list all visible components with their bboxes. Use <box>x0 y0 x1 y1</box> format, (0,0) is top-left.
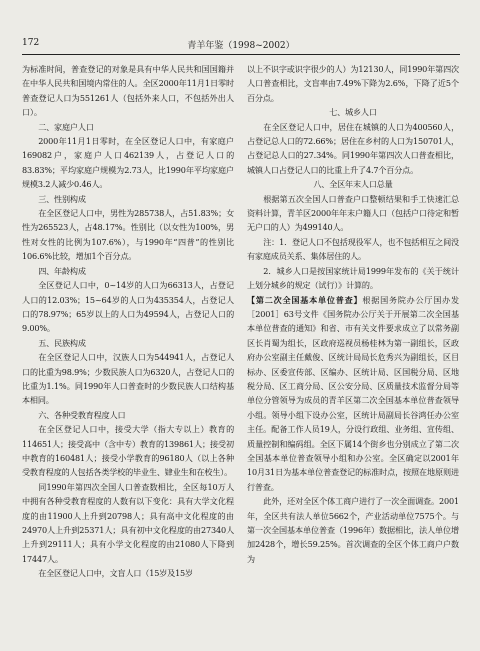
paragraph: 此外，还对全区个体工商户进行了一次全面调查。2001年，全区共有法人单位5662个，产业活动单位7575个。与第一次全国基本单位普查（1996年）数据相比，法人单位增加2428个，增长59.25%。首次调查的全区个体工商户户数为 <box>247 496 459 564</box>
entry-paragraph <box>247 293 459 495</box>
paragraph: 在全区登记人口中，居住在城镇的人口为400560人，占登记总人口的72.66%；居住在乡村的人口为150701人，占登记总人口的27.34%。同1990年第四次人口普查相比，城镇人口占登记人口的比重上升了4.7个百分点。 <box>247 121 459 175</box>
paragraph: 2000年11月1日零时，在全区登记人口中，有家庭户169082户，家庭户人口462139人，占登记人口的83.83%；平均家庭户规模为2.73人，比1990年平均家庭户规模3.2人减少0.46人。 <box>22 136 234 190</box>
entry-text: 根据国务院办公厅国办发［2001］63号文件《国务院办公厅关于开展第二次全国基本单位普查的通知》和省、市有关文件要求成立了以常务副区长肖蜀为组长，区政府巡视员杨桂林为第一副组长，区政府办公室副主任戴俊、区统计局局长危秀兴为副组长，区目标办、区委宣传部、区编办、区统计局、区国税分局、区地税分局、区工商分局、区公安分局、区质量技术监督分局等单位分管领导为成员的青羊区第二次全国基本单位普查领导小组。领导小组下设办公室，区统计局副局长谷鸿任办公室主任。配备工作人员19人，分设行政组、业务组、宣传组、质量控制和编码组。全区下属14个街乡也分别成立了第二次全国基本单位普查领导小组和办公室。全区确定以2001年10月31日为基本单位普查登记的标准时点，按照在地原则进行普查。 <box>247 294 459 492</box>
entry-title: 【第二次全国基本单位普查】 <box>247 294 363 305</box>
left-column <box>22 62 234 581</box>
section-heading: 四、年龄构成 <box>38 265 86 276</box>
section-heading: 五、民族构成 <box>38 337 86 348</box>
paragraph: 在全区登记人口中，男性为285738人，占51.83%；女性为265523人，占48.17%。性别比（以女性为100%，男性对女性的比例为107.6%），与1990年“四普”的性别比106.6%比较，增加1个百分点。 <box>22 208 234 262</box>
section-heading: 六、各种受教育程度人口 <box>38 409 126 420</box>
paragraph: 全区登记人口中，0~14岁的人口为66313人，占登记人口的12.03%；15~64岁的人口为435354人，占登记人口的78.97%；65岁以上的人口为49594人，占登记人口的9.00%。 <box>22 280 234 334</box>
paragraph: 根据第五次全国人口普查户口整顿结果和手工快速汇总资料计算，青羊区2000年年末户籍人口（包括户口待定和暂无户口的人）为499140人。 <box>247 193 459 233</box>
note: 注：1．登记人口不包括现役军人，也不包括相互之间没有家庭成员关系、集体居住的人。 <box>247 236 459 262</box>
paragraph: 在全区登记人口中，接受大学（指大专以上）教育的114651人；接受高中（含中专）教育的139861人；接受初中教育的160481人；接受小学教育的96180人（以上各种受教育程度的人包括各类学校的毕业生、肄业生和在校生）。 <box>22 424 234 478</box>
running-title: 青羊年鉴（1998~2002） <box>187 41 295 51</box>
section-heading: 八、全区年末人口总量 <box>313 179 393 190</box>
running-header <box>22 38 460 55</box>
section-heading: 二、家庭户人口 <box>38 121 94 132</box>
note: 2．城乡人口是按国家统计局1999年发布的《关于统计上划分城乡的规定（试行）》计算的。 <box>247 265 459 291</box>
paragraph: 同1990年第四次全国人口普查数相比，全区每10万人中拥有各种受教育程度的人数有以下变化：具有大学文化程度的由11900人上升到20798人；具有高中文化程度的由24970人上升到25371人；具有初中文化程度的由27340人上升到29111人；具有小学文化程度的由21080人下降到17447人。 <box>22 481 234 564</box>
paragraph: 在全区登记人口中，文盲人口（15岁及15岁 <box>38 568 193 579</box>
paragraph: 为标准时间，普查登记的对象是具有中华人民共和国国籍并在中华人民共和国境内常住的人。全区2000年11月1日零时普查登记人口为551261人（包括外来人口，不包括外出人口）。 <box>22 64 234 118</box>
paragraph: 以上不识字或识字很少的人）为12130人，同1990年第四次人口普查相比，文盲率由7.49%下降为2.6%，下降了近5个百分点。 <box>247 64 459 103</box>
right-column <box>247 62 459 566</box>
section-heading: 三、性别构成 <box>38 193 86 204</box>
page-number: 172 <box>22 38 40 48</box>
section-heading: 七、城乡人口 <box>329 107 377 118</box>
paragraph: 在全区登记人口中，汉族人口为544941人，占登记人口的比重为98.9%；少数民族人口为6320人，占登记人口的比重为1.1%。同1990年人口普查时的少数民族人口结构基本相同。 <box>22 352 234 406</box>
